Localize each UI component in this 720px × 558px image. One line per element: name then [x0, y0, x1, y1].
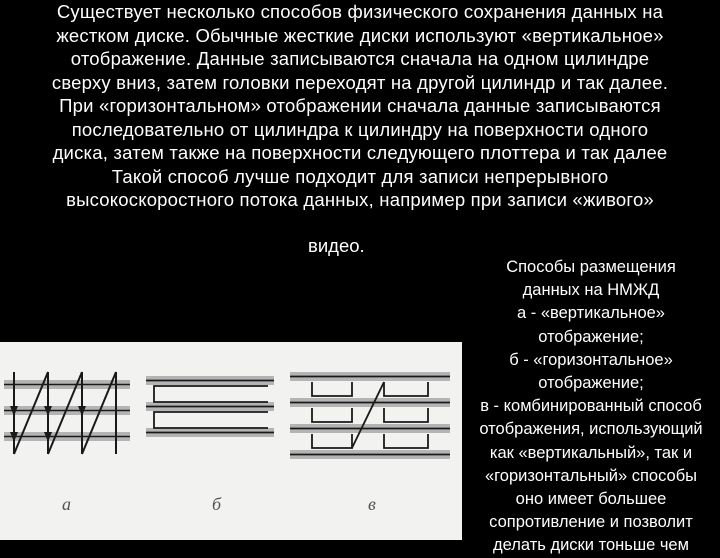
label-panel-a: а — [62, 494, 71, 514]
main-text-last-word: видео. — [308, 235, 365, 256]
caption-line: отображения, использующий — [479, 420, 703, 439]
caption-line: оно имеет большее — [515, 490, 667, 509]
panel-b-horizontal-mapping — [146, 376, 274, 437]
panel-c-combined-mapping — [290, 372, 450, 459]
caption-line: отображение; — [538, 327, 644, 346]
main-text-line: отображение. Данные записываются сначала на одном цилиндре — [70, 48, 650, 69]
caption-line: «горизонтальный» способы — [484, 466, 698, 485]
label-panel-b: б — [212, 494, 222, 514]
main-text-line: При «горизонтальном» отображении сначала данные записываются — [59, 95, 661, 116]
caption-line: данных на НМЖД — [522, 281, 660, 300]
main-text-line: Существует несколько способов физического сохранения данных на — [56, 1, 664, 22]
caption-line: как «вертикальный», так и — [489, 443, 693, 462]
main-text-line: диска, затем также на поверхности следующего плоттера и так далее — [52, 142, 668, 163]
caption-line: отображение; — [538, 374, 644, 393]
label-panel-c: в — [368, 494, 376, 514]
main-text-line: сверху вниз, затем головки переходят на другой цилиндр и так далее. — [51, 71, 669, 93]
main-text-line: жестком диске. Обычные жесткие диски используют «вертикальное» — [56, 24, 664, 46]
caption-line: делать диски тоньше чем — [493, 536, 689, 555]
figure-caption — [462, 256, 720, 555]
caption-line: б - «горизонтальное» — [509, 350, 673, 369]
main-text-line: высокоскоростного потока данных, например при записи «живого» — [66, 189, 654, 210]
main-text-block — [0, 0, 720, 212]
caption-line: Способы размещения — [506, 258, 676, 276]
caption-line: а - «вертикальное» — [517, 304, 665, 323]
main-text-line: последовательно от цилиндра к цилиндру на поверхности одного — [71, 118, 649, 140]
caption-line: в - комбинированный способ — [480, 397, 702, 416]
data-layout-figure — [0, 342, 464, 540]
panel-a-vertical-mapping — [4, 372, 130, 454]
caption-line: сопротивление и позволит — [489, 513, 693, 532]
main-text-line: Такой способ лучше подходит для записи непрерывного — [111, 165, 609, 187]
